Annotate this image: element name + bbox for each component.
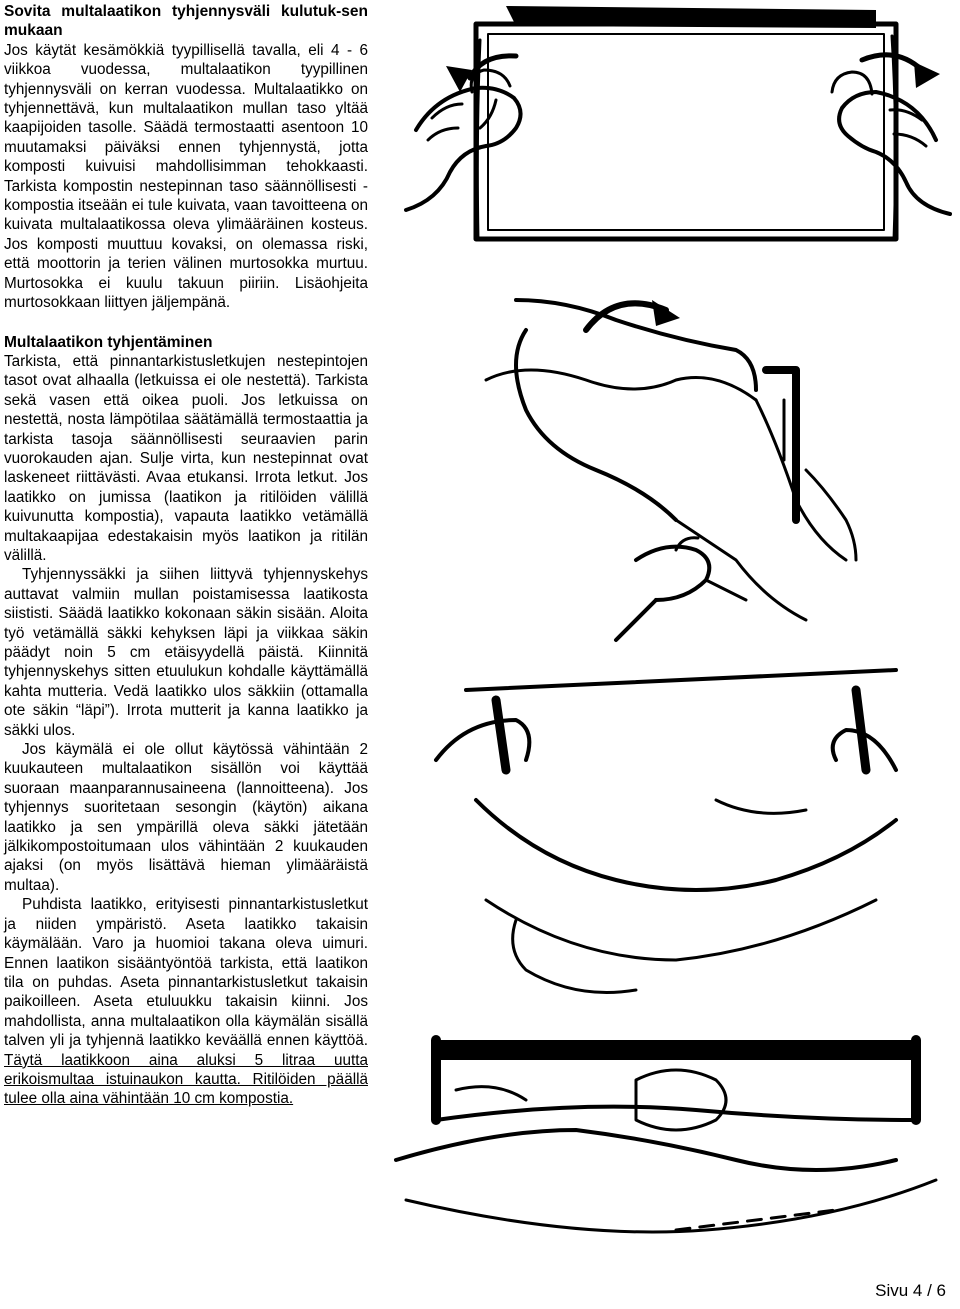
paragraph-emptying-4 — [4, 895, 368, 1108]
illustration-bag-through-frame — [486, 300, 856, 640]
paragraph-emptying-4-text: Puhdista laatikko, erityisesti pinnantarkistusletkut ja niiden ympäristö. Aseta laatikko takaisin käymälään. Varo ja huomioi takana oleva uimuri. Ennen laatikon sisääntyöntöä tarkista, että laatikon tila on puhdas. Aseta pinnantarkistusletkut takaisin paikoilleen. Aseta etuluukku takaisin kiinni. Jos mahdollista, anna multalaatikon olla käymälän sisällä talven yli ja tyhjennä laatikko keväällä ennen käyttöä. — [4, 896, 368, 1050]
paragraph-adjust-interval: Jos käytät kesämökkiä tyypillisellä tavalla, eli 4 - 6 viikkoa vuodessa, multalaatikon tyypillinen tyhjennysväli on kerran vuodessa. Multalaatikko on tyhjennettävä, kun multalaatikon mullan taso yltää kaapijoiden tasolle. Säädä termostaatti asentoon 10 muutamaksi päiväksi ennen tyhjennystä, jotta komposti kuivuisi mahdollisimman tehokkaasti. Tarkista kompostin nestepinnan taso säännöllisesti - kompostia itseään ei tule kuivata, vaan tavoitteena on kuivata multalaatikossa oleva ylimääräinen kosteus. Jos komposti muuttuu kovaksi, on olemassa riski, että moottorin ja terien välinen murtosokka murtuu. Murtosokka ei kuulu takuun piiriin. Lisäohjeita murtosokkaan liittyen jäljempänä. — [4, 41, 368, 312]
illustration-remove-cover — [406, 6, 950, 240]
illustration-box-into-bag — [436, 670, 896, 993]
emptying-illustrations — [376, 0, 960, 1309]
paragraph-emptying-3: Jos käymälä ei ole ollut käytössä vähintään 2 kuukauteen multalaatikon sisällön voi käyttää suoraan maanparannusaineena (lannoitteena). Jos tyhjennys suoritetaan sesongin (käytön) aikana laatikko ja sen ympärillä oleva säkki jätetään jälkikompostoitumaan ulos vähintään 2 kuukauden ajaksi (on myös lisättävä hieman ylimääräistä multaa). — [4, 741, 368, 894]
instructions-text-column — [4, 2, 368, 1109]
fill-soil-instruction: Täytä laatikkoon aina aluksi 5 litraa uutta erikoismultaa istuinaukon kautta. Ritilöiden päällä tulee olla aina vähintään 10 cm kompostia. — [4, 1051, 368, 1108]
illustration-lift-box — [396, 1040, 936, 1232]
section-heading-emptying: Multalaatikon tyhjentäminen — [4, 333, 213, 351]
paragraph-emptying-2: Tyhjennyssäkki ja siihen liittyvä tyhjennyskehys auttavat valmiin mullan poistamisessa laatikosta siististi. Säädä laatikko kokonaan säkin sisään. Aloita työ vetämällä säkki kehyksen läpi ja viikkaa säkin päädyt noin 5 cm etäisyydellä päistä. Kiinnitä tyhjennyskehys sitten etuulukun kohdalle käyttämällä kahta mutteria. Vedä laatikko ulos säkkiin (ottamalla ote säkin “läpi”). Irrota mutterit ja kanna laatikko ja säkki ulos. — [4, 566, 368, 739]
paragraph-emptying-1: Tarkista, että pinnantarkistusletkujen nestepintojen tasot ovat alhaalla (letkuissa ei ole nestettä). Tarkista sekä vasen että oikea puoli. Jos letkuissa on nestettä, nosta lämpötilaa säätämällä termostaattia ja tarkista tasoja säännöllisesti seuraavien parin vuorokauden ajan. Sulje virta, kun nestepinnat ovat laskeneet riittävästi. Avaa etukansi. Irrota letkut. Jos laatikko on jumissa (laatikon ja ritilöiden välillä kuivunutta kompostia), vapauta laatikko vetämällä multakaapijaa edestakaisin myös laatikon ja ritilän välillä. — [4, 352, 368, 564]
section-heading-adjust-interval: Sovita multalaatikon tyhjennysväli kulutuk-sen mukaan — [4, 3, 368, 40]
page-number: Sivu 4 / 6 — [875, 1281, 946, 1300]
